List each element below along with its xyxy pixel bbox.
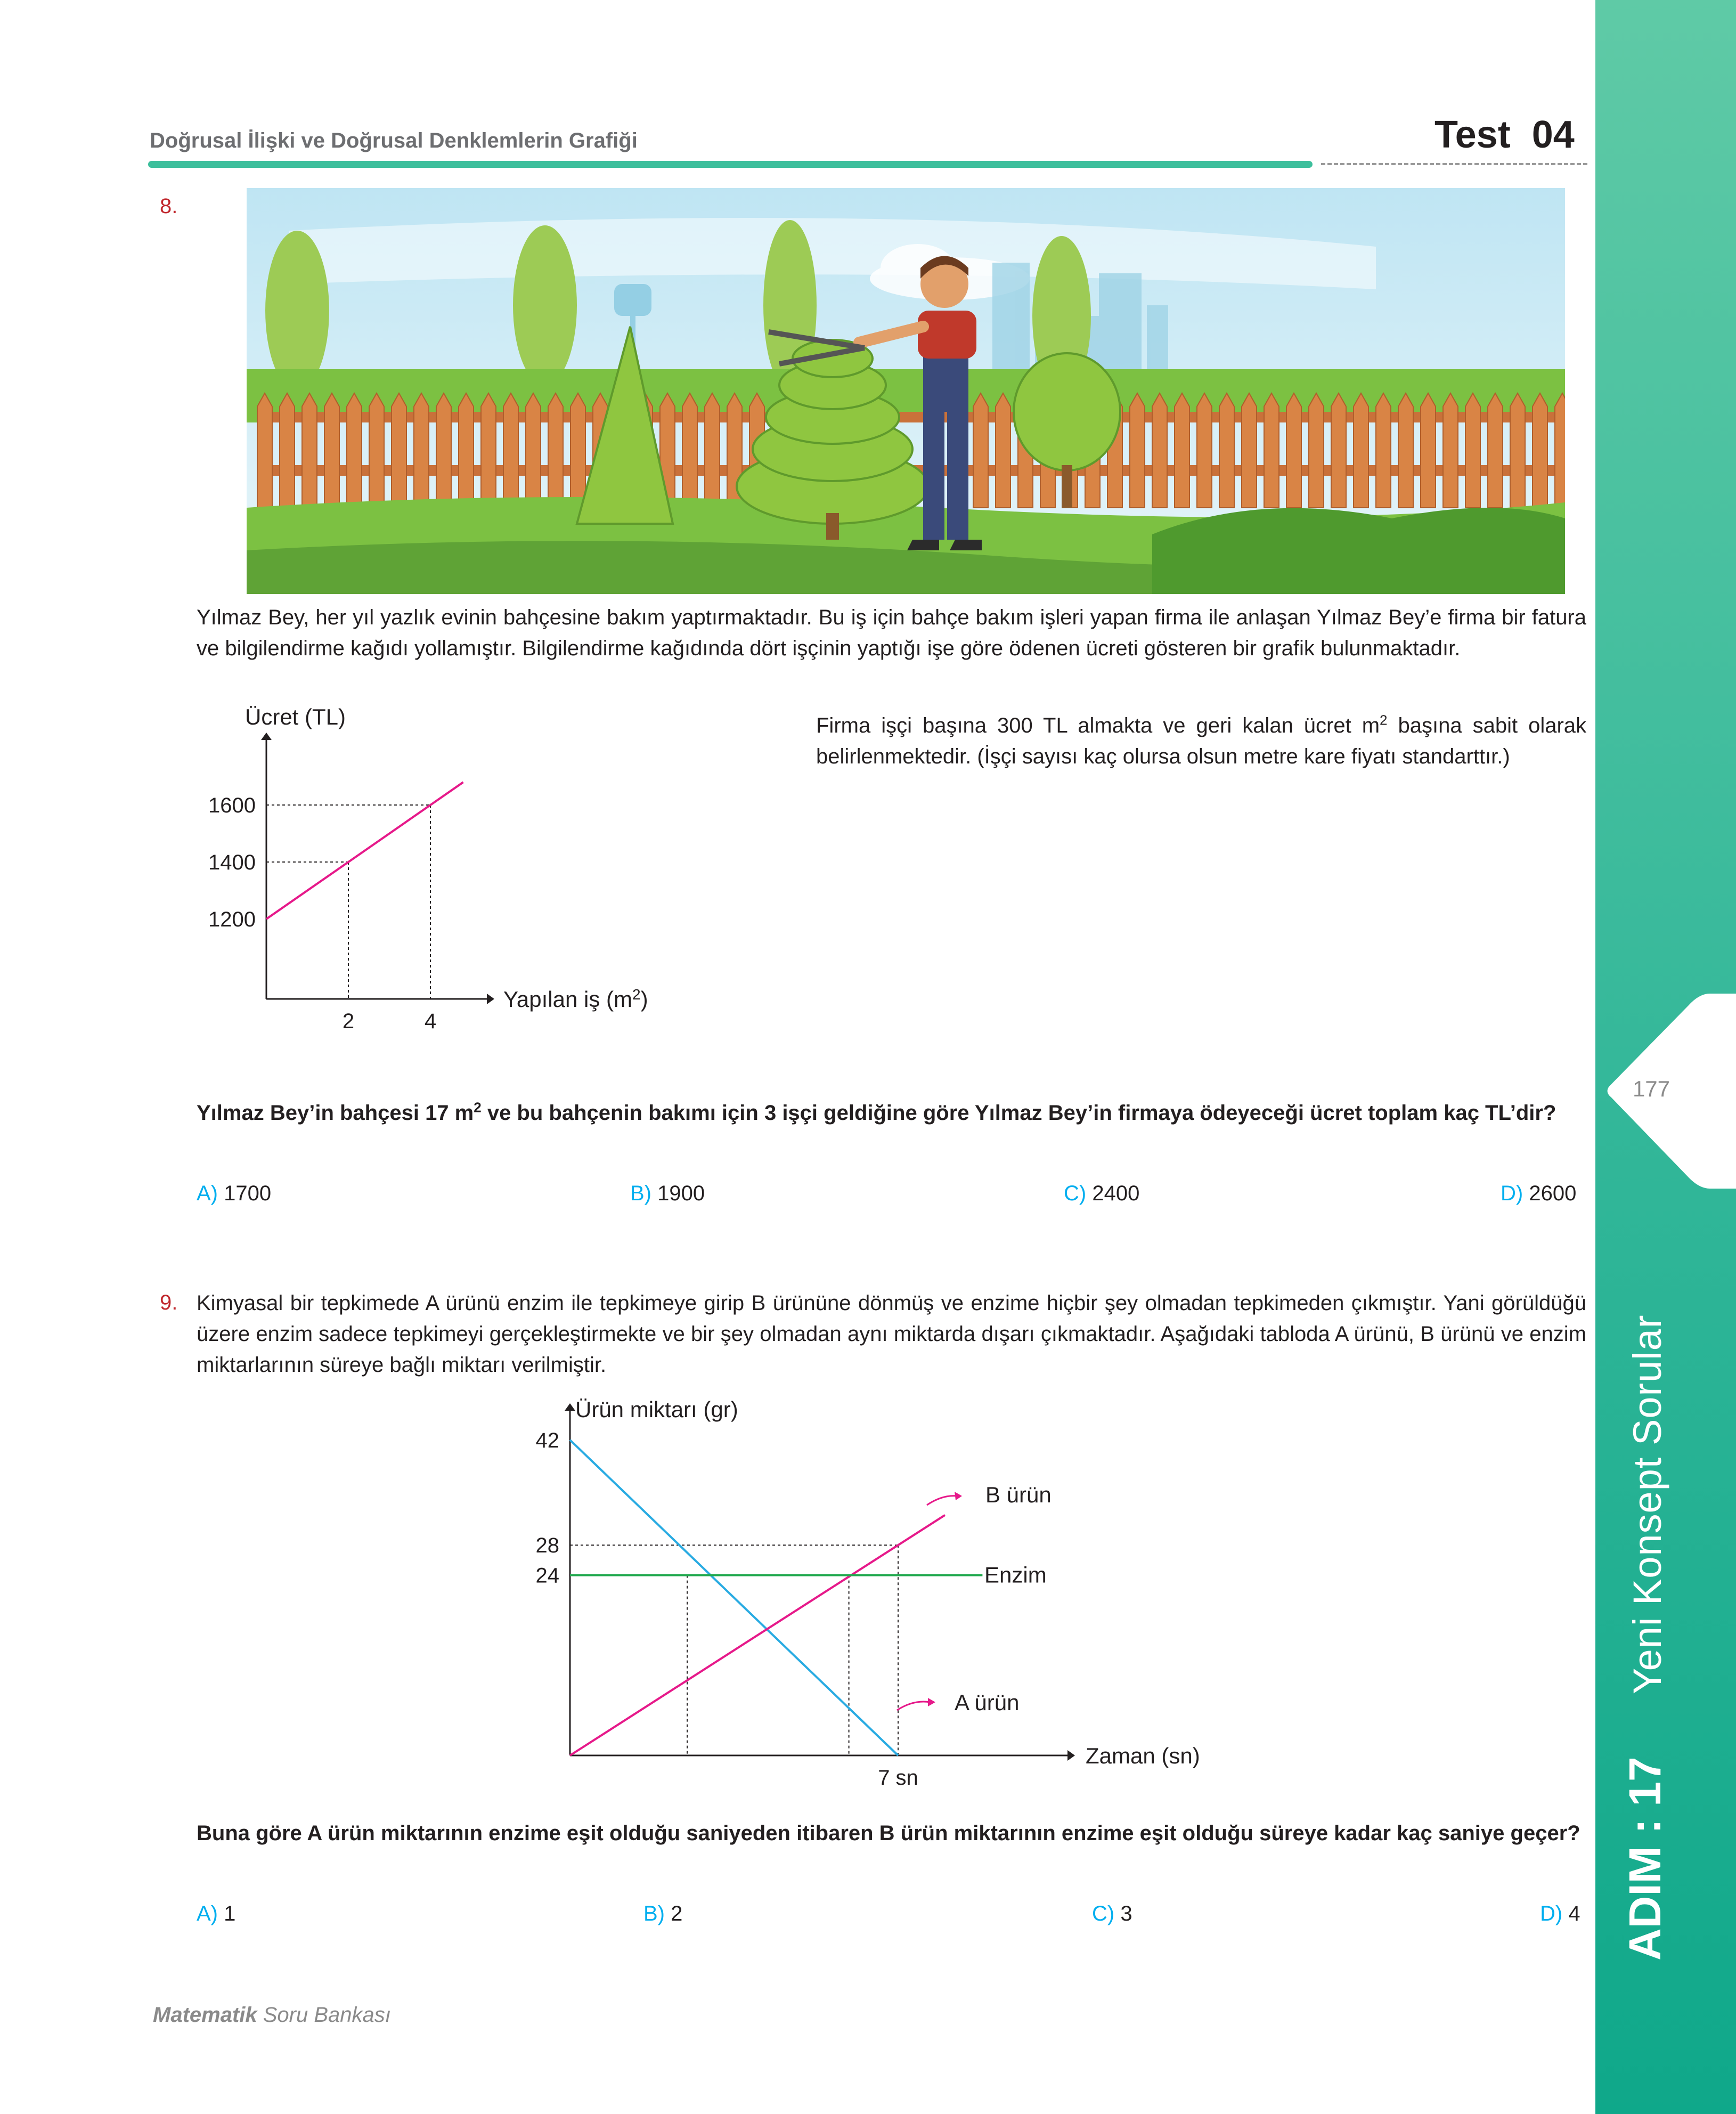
question-8-side-text: Firma işçi başına 300 TL almakta ve geri kalan ücret $m^2$ başına sabit olarak belirlenmektedir. (İşçi sayısı kaç olursa olsun metre kare fiyatı standarttır.): [816, 712, 1587, 768]
section-title: Yeni Konsept Sorular: [1625, 1314, 1669, 1694]
option-a[interactable]: A) 1: [197, 1902, 236, 1925]
option-b[interactable]: B) 1900: [630, 1182, 705, 1205]
fence-picket: [526, 393, 541, 508]
page-number: 177: [1632, 1076, 1670, 1101]
fence-picket: [973, 393, 988, 508]
series-label: B ürün: [985, 1482, 1052, 1507]
option-c[interactable]: C) 2400: [1064, 1182, 1140, 1205]
x-tick-label: 7 sn: [878, 1766, 918, 1790]
y-tick-label: 28: [535, 1534, 559, 1558]
fence-picket: [682, 393, 697, 508]
fence-picket: [1376, 393, 1391, 508]
question-number: 9.: [160, 1291, 178, 1314]
fence-picket: [1219, 393, 1234, 508]
question-8-text: Yılmaz Bey’in bahçesi 17 $m^2$ ve bu bahçenin bakımı için 3 işçi geldiğine göre Yılmaz Bey’in firmaya ödeyeceği ücret toplam kaç TL’dir?: [197, 1099, 1556, 1125]
header-dashed-rule: [1321, 163, 1587, 165]
label-pointer-arrow: [928, 1698, 935, 1706]
y-tick-label: 1400: [208, 851, 256, 874]
fence-picket: [392, 393, 406, 508]
label-pointer-arrow: [955, 1492, 962, 1500]
y-tick-label: 24: [535, 1564, 559, 1588]
series-label: Enzim: [984, 1562, 1047, 1588]
fence-picket: [570, 393, 585, 508]
option-d[interactable]: D) 2600: [1501, 1182, 1577, 1205]
fence-picket: [1309, 393, 1324, 508]
step-label: ADIM : 17: [1620, 1757, 1670, 1961]
fence-picket: [1152, 393, 1167, 508]
fence-picket: [414, 393, 429, 508]
chapter-title: Doğrusal İlişki ve Doğrusal Denklemlerin Grafiği: [150, 129, 638, 152]
chart-urun-miktari: [517, 1391, 1241, 1795]
y-axis-arrow: [565, 1403, 575, 1411]
fence-picket: [1130, 393, 1145, 508]
test-label: Test 04: [1435, 113, 1575, 156]
fence-picket: [302, 393, 317, 508]
chart-ucret: [192, 703, 682, 1050]
x-axis-label: Zaman (sn): [1086, 1743, 1200, 1768]
fence-picket: [1465, 393, 1480, 508]
x-axis-label-sup: 2: [632, 986, 641, 1003]
fence-picket: [705, 393, 720, 508]
fence-picket: [1510, 393, 1525, 508]
series-line: [570, 1515, 945, 1755]
fence-picket: [369, 393, 384, 508]
question-8-intro: Yılmaz Bey, her yıl yazlık evinin bahçesine bakım yaptırmaktadır. Bu iş için bahçe bakım işleri yapan firma ile anlaşan Yılmaz Bey’e firma bir fatura ve bilgilendirme kağıdı yollamıştır. Bilgilendirme kağıdında dört işçinin yaptığı işe göre ödenen ücreti gösteren bir grafik bulunmaktadır.: [197, 606, 1586, 660]
fence-picket: [1264, 393, 1279, 508]
fence-picket: [436, 393, 451, 508]
fence-picket: [1175, 393, 1189, 508]
fence-picket: [1533, 393, 1547, 508]
x-axis-arrow: [1067, 1750, 1075, 1761]
fence-picket: [1286, 393, 1301, 508]
x-axis-label-end: ): [640, 987, 648, 1012]
option-c[interactable]: C) 3: [1092, 1902, 1132, 1925]
x-tick-label: 4: [424, 1010, 437, 1033]
fence-picket: [1398, 393, 1413, 508]
y-axis-arrow: [261, 733, 272, 740]
gardener-illustration: [247, 188, 1565, 594]
fence-picket: [1197, 393, 1212, 508]
fence-picket: [481, 393, 496, 508]
x-tick-label: 2: [342, 1010, 355, 1033]
fence-picket: [1555, 393, 1565, 508]
fence-picket: [1242, 393, 1257, 508]
fence-picket: [548, 393, 563, 508]
option-d[interactable]: D) 4: [1540, 1902, 1580, 1925]
label-pointer: [927, 1496, 958, 1505]
y-tick-label: 1200: [208, 908, 256, 931]
question-9-intro: Kimyasal bir tepkimede A ürünü enzim ile tepkimeye girip B ürününe dönmüş ve enzime hiçbir şey olmadan tepkimeden çıkmıştır. Yani görüldüğü üzere enzim sadece tepkimeyi gerçekleştirmekte ve bir şey olmadan aynı miktarda dışarı çıkmaktadır. Aşağıdaki tabloda A ürünü, B ürünü ve enzim miktarlarının süreye bağlı miktarı verilmiştir.: [197, 1291, 1586, 1377]
fence-picket: [1331, 393, 1346, 508]
fence-picket: [324, 393, 339, 508]
label-pointer: [897, 1702, 930, 1710]
fence-picket: [257, 393, 272, 508]
series-line: [266, 782, 463, 919]
y-axis-label: Ürün miktarı (gr): [575, 1397, 738, 1422]
x-axis-arrow: [487, 994, 494, 1004]
fence-picket: [996, 393, 1010, 508]
fence-picket: [1354, 393, 1368, 508]
y-tick-label: 42: [535, 1428, 559, 1452]
fence-picket: [347, 393, 362, 508]
series-label: A ürün: [955, 1690, 1020, 1715]
header-rule: [148, 161, 1313, 168]
footer: Matematik Soru Bankası: [153, 2003, 391, 2027]
fence-picket: [280, 393, 295, 508]
question-9-text: Buna göre A ürün miktarının enzime eşit olduğu saniyeden itibaren B ürün miktarının enzime eşit olduğu süreye kadar kaç saniye geçer?: [197, 1822, 1580, 1845]
question-number: 8.: [160, 194, 178, 218]
fence-picket: [1488, 393, 1503, 508]
fence-picket: [459, 393, 474, 508]
y-tick-label: 1600: [208, 794, 256, 817]
x-axis-label: Yapılan iş $(m^2)$: [503, 986, 648, 1012]
fence-picket: [1421, 393, 1436, 508]
option-b[interactable]: B) 2: [643, 1902, 683, 1925]
option-a[interactable]: A) 1700: [197, 1182, 272, 1205]
fence-picket: [503, 393, 518, 508]
fence-picket: [1443, 393, 1458, 508]
y-axis-label: Ücret (TL): [245, 704, 346, 729]
